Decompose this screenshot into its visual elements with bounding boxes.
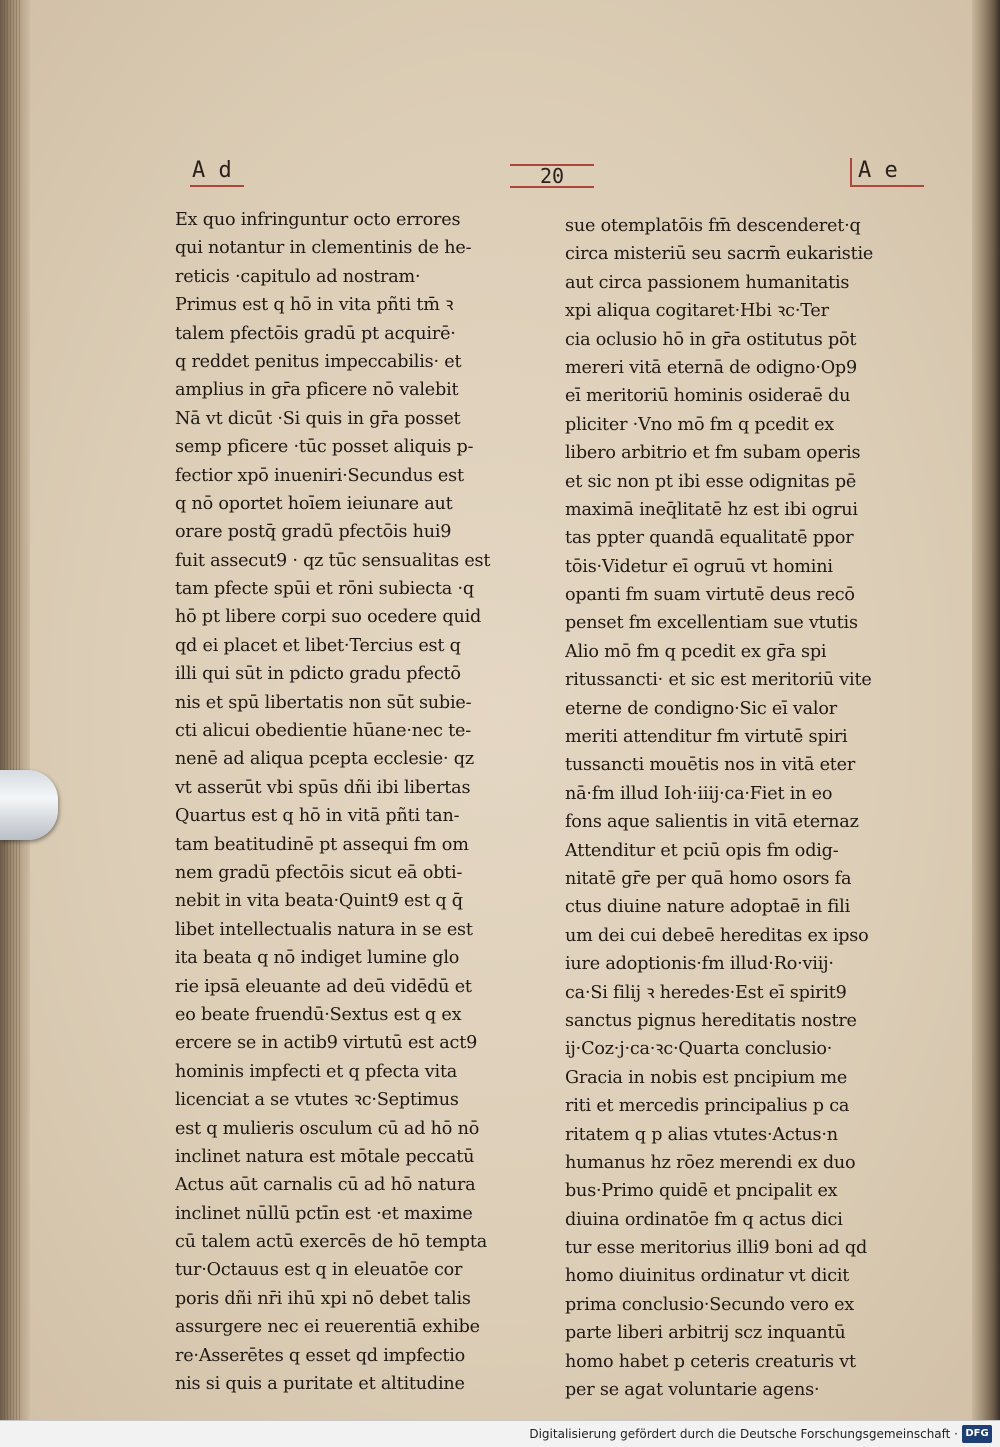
text-line: tas ppter quandā equalitatē ppor	[565, 528, 854, 549]
text-line: homo habet p ceteris creaturis vt	[565, 1351, 856, 1372]
text-column-right	[565, 212, 885, 1404]
text-line: ritatem q p alias vtutes·Actus·n	[565, 1124, 838, 1145]
text-line: Alio mō fm q pcedit ex gr̄a spi	[565, 641, 827, 662]
text-line: ctus diuine nature adoptaē in fili	[565, 897, 851, 918]
text-line: nem gradū pfectōis sicut eā obti-	[175, 862, 463, 883]
text-line: bus·Primo quidē et pncipalit ex	[565, 1181, 838, 1202]
text-line: nenē ad aliqua pcepta ecclesie· qz	[175, 749, 474, 770]
text-line: nā·fm illud Ioh·iiij·ca·Fiet in eo	[565, 783, 833, 804]
text-line: mereri vitā eternā de odigno·Op9	[565, 357, 857, 378]
text-line: qd ei placet et libet·Tercius est q	[175, 635, 461, 656]
text-line: fectior xpō inueniri·Secundus est	[175, 465, 464, 486]
text-line: nebit in vita beata·Quint9 est q q̄	[175, 891, 463, 912]
text-line: talem pfectōis gradū pt acquirē·	[175, 323, 456, 344]
text-line: orare postq̄ gradū pfectōis hui9	[175, 522, 452, 543]
text-line: xpi aliqua cogitaret·Hbi ꝛc·Ter	[565, 301, 829, 322]
text-line: Attenditur et pciū opis fm odig-	[565, 840, 839, 861]
signature-right: A e	[850, 158, 924, 187]
text-line: Primus est q hō in vita pñti tm̄ ꝛ	[175, 295, 454, 316]
text-line: semp pficere ·tūc posset aliquis p-	[175, 437, 474, 458]
text-line: cti alicui obedientie hūane·nec te-	[175, 721, 471, 742]
text-line: prima conclusio·Secundo vero ex	[565, 1294, 855, 1315]
text-line: Actus aūt carnalis cū ad hō natura	[175, 1175, 476, 1196]
text-column-left	[175, 206, 495, 1398]
text-line: tam pfecte spūi et rōni subiecta ·q	[175, 579, 474, 600]
text-line: Nā vt dicūt ·Si quis in gr̄a posset	[175, 408, 461, 429]
text-line: penset fm excellentiam sue vtutis	[565, 613, 858, 634]
text-line: Gracia in nobis est pncipium me	[565, 1067, 848, 1088]
page-header	[30, 158, 972, 198]
text-line: tam beatitudinē pt assequi fm om	[175, 834, 469, 855]
text-line: pliciter ·Vno mō fm q pcedit ex	[565, 414, 835, 435]
text-line: tur·Octauus est q in eleuatōe cor	[175, 1260, 463, 1281]
text-line: hō pt libere corpi suo ocedere quid	[175, 607, 482, 628]
text-line: maximā ineq̄litatē hz est ibi ogrui	[565, 499, 858, 520]
text-line: circa misteriū seu sacrm̄ eukaristie	[565, 244, 874, 265]
text-line: ita beata q nō indiget lumine glo	[175, 948, 460, 969]
text-line: riti et mercedis principalius p ca	[565, 1096, 850, 1117]
text-line: inclinet nūllū pctīn est ·et maxime	[175, 1203, 473, 1224]
book-page-edges	[0, 0, 30, 1420]
text-line: nis et spū libertatis non sūt subie-	[175, 692, 472, 713]
text-line: iure adoptionis·fm illud·Ro·viij·	[565, 954, 834, 975]
text-line: ca·Si filij ꝛ heredes·Est eī spirit9	[565, 982, 847, 1003]
text-line: libet intellectualis natura in se est	[175, 919, 473, 940]
text-line: eterne de condigno·Sic eī valor	[565, 698, 837, 719]
book-right-edge	[972, 0, 1000, 1420]
text-line: homo diuinitus ordinatur vt dicit	[565, 1266, 850, 1287]
text-line: um dei cui debeē hereditas ex ipso	[565, 925, 869, 946]
text-line: per se agat voluntarie agens·	[565, 1380, 820, 1401]
text-line: opanti fm suam virtutē deus recō	[565, 585, 855, 606]
text-line: illi qui sūt in pdicto gradu pfectō	[175, 664, 461, 685]
text-line: tōis·Videtur eī ogruū vt homini	[565, 556, 833, 577]
text-line: vt asserūt vbi spūs dñi ibi libertas	[175, 777, 471, 798]
text-line: Quartus est q hō in vitā pñti tan-	[175, 806, 460, 827]
text-line: qui notantur in clementinis de he-	[175, 238, 472, 259]
text-line: ercere se in actib9 virtutū est act9	[175, 1033, 478, 1054]
text-line: cia oclusio hō in gr̄a ostitutus pōt	[565, 329, 857, 350]
text-line: aut circa passionem humanitatis	[565, 272, 850, 293]
text-line: q reddet penitus impeccabilis· et	[175, 351, 462, 372]
text-line: sue otemplatōis fm̄ descenderet·q	[565, 216, 861, 236]
footer-bar	[0, 1420, 1000, 1447]
text-line: ij·Coz·j·ca·ꝛc·Quarta conclusio·	[565, 1039, 833, 1060]
manuscript-page	[30, 0, 972, 1420]
text-line: amplius in gr̄a pficere nō valebit	[175, 380, 459, 401]
text-line: licenciat a se vtutes ꝛc·Septimus	[175, 1090, 459, 1111]
text-line: cū talem actū exercēs de hō tempta	[175, 1232, 488, 1253]
page-clip	[0, 770, 58, 840]
text-line: nis si quis a puritate et altitudine	[175, 1374, 465, 1395]
text-line: parte liberi arbitrij scz inquantū	[565, 1323, 846, 1344]
text-line: re·Asserētes q esset qd impfectio	[175, 1345, 466, 1366]
signature-left: A d	[190, 158, 244, 187]
text-line: ritussancti· et sic est meritoriū vite	[565, 670, 872, 691]
folio-number: 20	[510, 164, 594, 188]
text-line: inclinet natura est mōtale peccatū	[175, 1146, 475, 1167]
text-line: rie ipsā eleuante ad deū vidēdū et	[175, 976, 472, 997]
text-line: eī meritoriū hominis osideraē du	[565, 386, 851, 407]
text-line: libero arbitrio et fm subam operis	[565, 443, 861, 464]
text-line: tussancti mouētis nos in vitā eter	[565, 755, 856, 776]
text-line: est q mulieris osculum cū ad hō nō	[175, 1118, 480, 1139]
text-line: eo beate fruendū·Sextus est q ex	[175, 1004, 462, 1025]
text-line: sanctus pignus hereditatis nostre	[565, 1010, 857, 1031]
text-line: nitatē gr̄e per quā homo osors fa	[565, 868, 852, 889]
funding-credit: Digitalisierung gefördert durch die Deutsche Forschungsgemeinschaft ·	[529, 1427, 958, 1441]
text-line: reticis ·capitulo ad nostram·	[175, 266, 421, 287]
text-line: q nō oportet hoīem ieiunare aut	[175, 493, 453, 514]
text-line: meriti attenditur fm virtutē spiri	[565, 727, 848, 748]
text-line: assurgere nec ei reuerentiā exhibe	[175, 1317, 480, 1338]
text-line: humanus hz rōez merendi ex duo	[565, 1152, 856, 1173]
text-line: diuina ordinatōe fm q actus dici	[565, 1209, 843, 1230]
text-line: Ex quo infringuntur octo errores	[175, 210, 461, 230]
text-line: et sic non pt ibi esse odignitas pē	[565, 471, 857, 492]
dfg-logo: DFG	[962, 1425, 992, 1443]
text-line: tur esse meritorius illi9 boni ad qd	[565, 1238, 868, 1259]
text-line: hominis impfecti et q pfecta vita	[175, 1061, 458, 1082]
text-line: poris dñi nr̄i ihū xpi nō debet talis	[175, 1288, 471, 1309]
text-line: fons aque salientis in vitā eternaz	[565, 812, 859, 833]
text-line: fuit assecut9 · qz tūc sensualitas est	[175, 550, 491, 571]
